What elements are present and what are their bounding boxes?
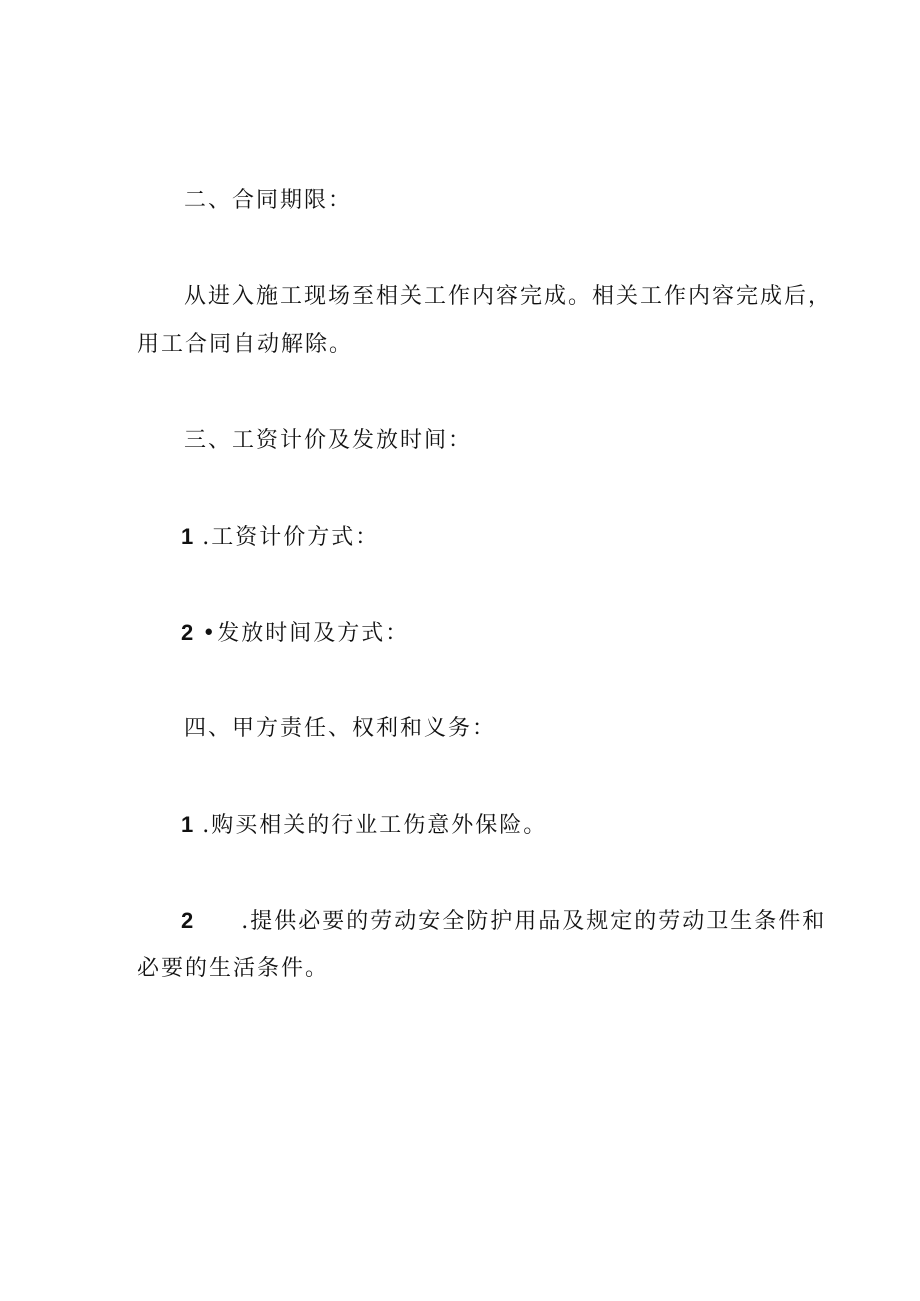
item-text: .购买相关的行业工伤意外保险。 <box>193 813 548 838</box>
item-number: 1 <box>181 812 194 837</box>
section-4-item-2-line-1 <box>181 909 826 934</box>
section-3-item-2 <box>181 621 409 646</box>
item-text: .提供必要的劳动安全防护用品及规定的劳动卫生条件和 <box>241 909 827 934</box>
section-2-body-line-2: 用工合同自动解除。 <box>137 332 354 357</box>
item-text: •发放时间及方式： <box>193 621 410 646</box>
item-number: 2 <box>181 908 194 933</box>
section-3-heading: 三、工资计价及发放时间： <box>184 428 473 453</box>
item-text: .工资计价方式： <box>193 525 380 550</box>
section-4-item-2-line-2: 必要的生活条件。 <box>137 956 330 981</box>
item-number: 1 <box>181 524 194 549</box>
section-3-item-1 <box>181 525 379 550</box>
section-4-heading: 四、甲方责任、权利和义务： <box>184 716 497 741</box>
section-4-item-1 <box>181 813 547 838</box>
section-2-body-line-1: 从进入施工现场至相关工作内容完成。相关工作内容完成后， <box>184 284 833 309</box>
item-number: 2 <box>181 620 194 645</box>
section-2-heading: 二、合同期限： <box>184 188 353 213</box>
